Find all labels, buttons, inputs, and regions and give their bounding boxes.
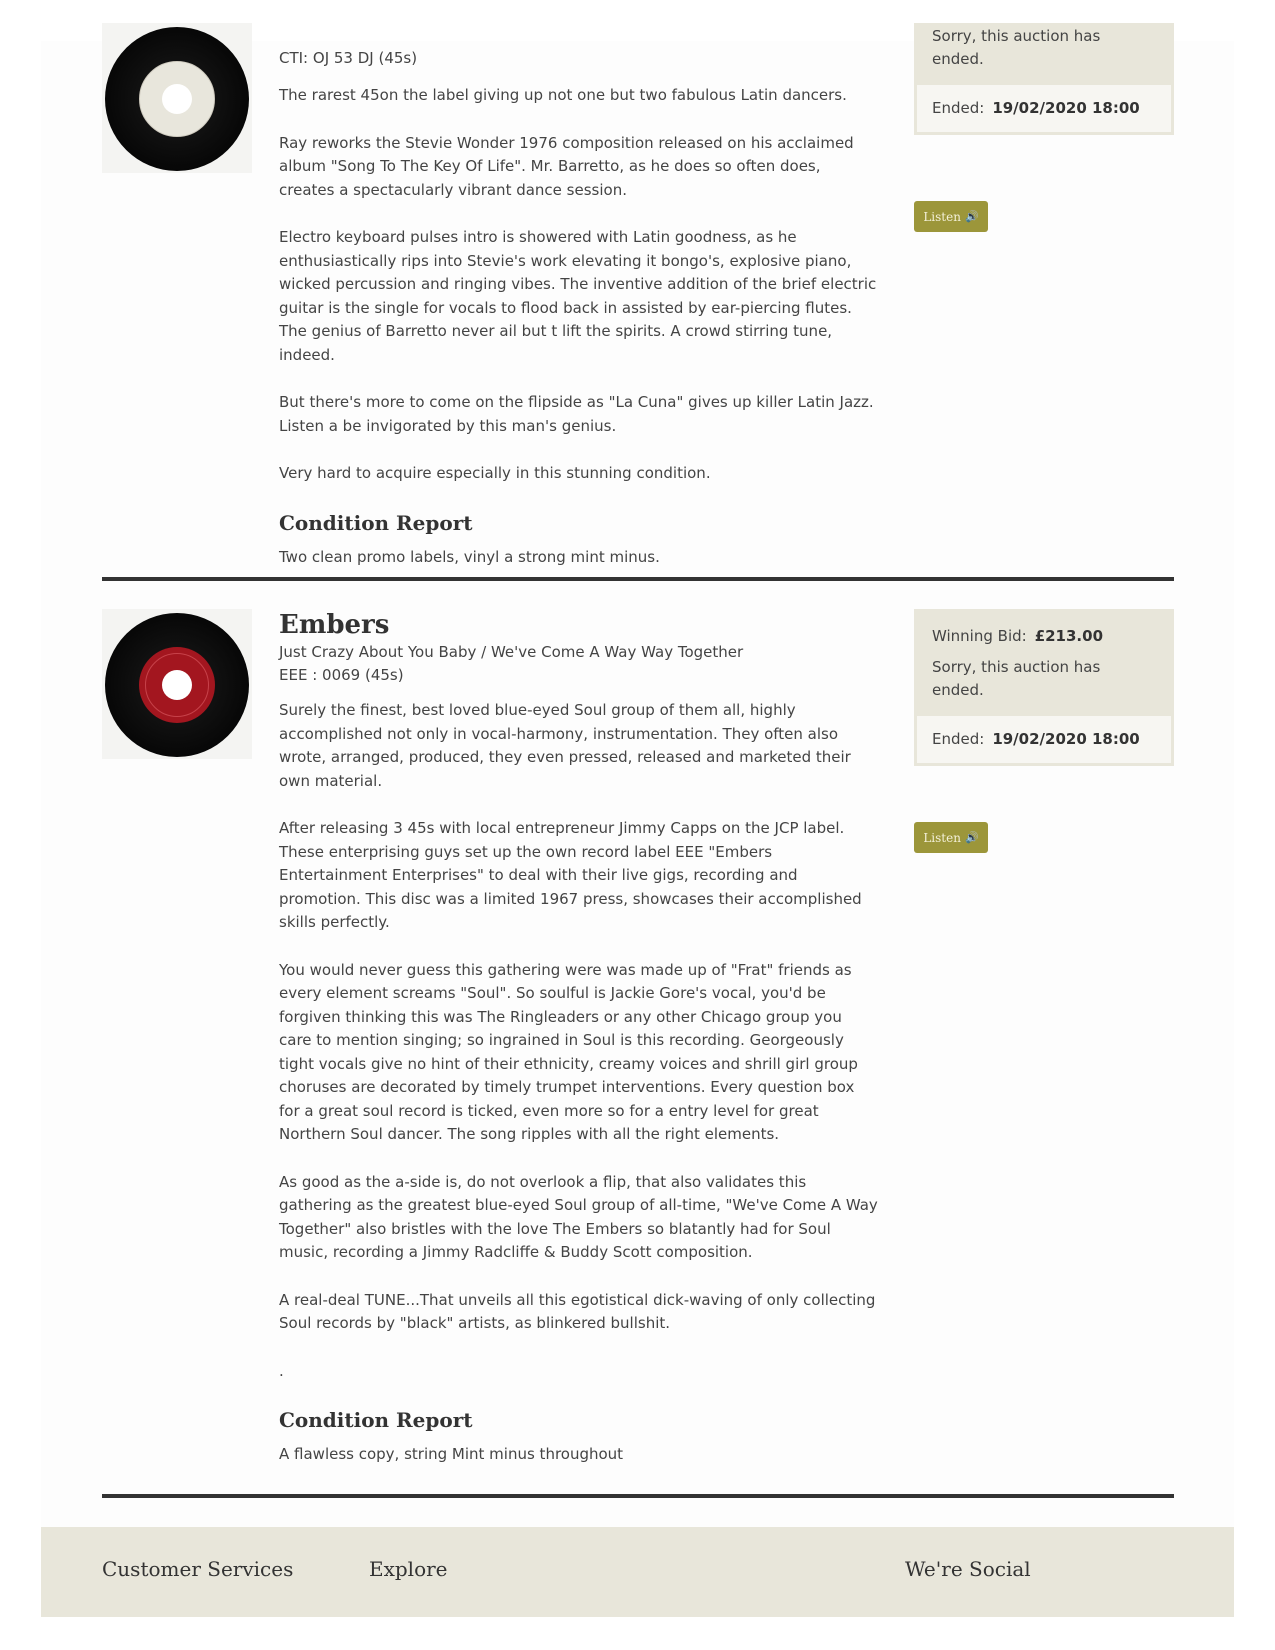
- site-footer: [41, 1527, 1234, 1617]
- lot-description: [279, 84, 879, 486]
- winning-bid-amount: £213.00: [1034, 627, 1104, 645]
- condition-report-heading: Condition Report: [279, 510, 473, 535]
- description-paragraph: As good as the a-side is, do not overlook a flip, that also validates this gathering as the greatest blue-eyed Soul group of all-time, "We've Come A Way Together" also bristles with the love The Embers so blatantly had for Soul music, recording a Jimmy Radcliffe & Buddy Scott composition.: [279, 1172, 878, 1261]
- record-spindle-hole: [162, 670, 192, 700]
- listen-button-label: Listen: [923, 209, 961, 224]
- description-paragraph: .: [279, 1361, 284, 1380]
- ended-row: [917, 85, 1171, 132]
- description-paragraph: Ray reworks the Stevie Wonder 1976 composition released on his acclaimed album "Song To The Key Of Life". Mr. Barretto, as he does so often does, creates a spectacularly vibrant dance session.: [279, 133, 854, 199]
- vinyl-record-icon: [105, 27, 249, 171]
- ended-row: [917, 716, 1171, 763]
- record-image[interactable]: [102, 609, 252, 759]
- listen-button-label: Listen: [923, 830, 961, 845]
- auction-ended-message: Sorry, this auction has ended.: [932, 27, 1101, 68]
- description-paragraph: You would never guess this gathering were was made up of "Frat" friends as every element screams "Soul". So soulful is Jackie Gore's vocal, you'd be forgiven thinking this was The Ringleaders or any other Chicago group you care to mention singing; so ingrained in Soul is this recording. Georgeously tight vocals give no hint of their ethnicity, creamy voices and shrill girl group choruses are decorated by timely trumpet interventions. Every question box for a great soul record is ticked, even more so for a entry level for great Northern Soul dancer. The song ripples with all the right elements.: [279, 960, 858, 1143]
- auction-ended-message: Sorry, this auction has ended.: [932, 658, 1101, 699]
- ended-date: 19/02/2020 18:00: [992, 730, 1140, 748]
- catalog-number: CTI: OJ 53 DJ (45s): [279, 49, 418, 67]
- ended-label: Ended:: [932, 730, 985, 748]
- record-title: Just Crazy About You Baby / We've Come A Way Way Together: [279, 643, 744, 661]
- footer-explore-heading: Explore: [369, 1557, 448, 1581]
- record-image[interactable]: [102, 23, 252, 173]
- condition-report-text: A flawless copy, string Mint minus throughout: [279, 1445, 624, 1463]
- catalog-number: EEE : 0069 (45s): [279, 666, 404, 684]
- condition-report-heading: Condition Report: [279, 1408, 473, 1432]
- listen-button[interactable]: [914, 201, 988, 232]
- listen-button[interactable]: [914, 822, 988, 853]
- lot-details: [279, 47, 879, 569]
- record-spindle-hole: [162, 84, 192, 114]
- vinyl-record-icon: [105, 613, 249, 757]
- bid-panel: [914, 609, 1174, 766]
- page-content: [41, 27, 1234, 1610]
- winning-bid-label: Winning Bid:: [932, 627, 1027, 645]
- description-paragraph: After releasing 3 45s with local entrepreneur Jimmy Capps on the JCP label. These enterprising guys set up the own record label EEE "Embers Entertainment Enterprises" to deal with their live gigs, recording and promotion. This disc was a limited 1967 press, showcases their accomplished skills perfectly.: [279, 819, 862, 931]
- lot-details: [279, 609, 879, 1466]
- ended-date: 19/02/2020 18:00: [992, 99, 1140, 117]
- description-paragraph: Very hard to acquire especially in this stunning condition.: [279, 464, 711, 482]
- description-paragraph: Surely the finest, best loved blue-eyed Soul group of them all, highly accomplished not only in vocal-harmony, instrumentation. They often also wrote, arranged, produced, they even pressed, released and marketed their own material.: [279, 701, 851, 790]
- winning-bid-row: [932, 625, 1156, 648]
- artist-name[interactable]: Embers: [279, 610, 390, 640]
- bid-panel: [914, 23, 1174, 135]
- footer-social-heading: We're Social: [905, 1557, 1031, 1581]
- lot-divider: [102, 1494, 1174, 1498]
- condition-report-text: Two clean promo labels, vinyl a strong mint minus.: [279, 547, 660, 566]
- description-paragraph: The rarest 45on the label giving up not one but two fabulous Latin dancers.: [279, 86, 847, 104]
- lot-divider: [102, 577, 1174, 581]
- lot-description: [279, 699, 879, 1383]
- description-paragraph: Electro keyboard pulses intro is showered with Latin goodness, as he enthusiastically rips into Stevie's work elevating it bongo's, explosive piano, wicked percussion and ringing vibes. The inventive addition of the brief electric guitar is the single for vocals to flood back in assisted by ear-piercing flutes. The genius of Barretto never ail but t lift the spirits. A crowd stirring tune, indeed.: [279, 228, 877, 364]
- footer-customer-services-heading: Customer Services: [102, 1557, 294, 1581]
- description-paragraph: A real-deal TUNE...That unveils all this egotistical dick-waving of only collecting Soul records by "black" artists, as blinkered bullshit.: [279, 1290, 876, 1332]
- ended-label: Ended:: [932, 99, 985, 117]
- speaker-icon: 🔊: [964, 831, 979, 844]
- speaker-icon: 🔊: [964, 210, 979, 223]
- description-paragraph: But there's more to come on the flipside as "La Cuna" gives up killer Latin Jazz. Listen a be invigorated by this man's genius.: [279, 393, 874, 435]
